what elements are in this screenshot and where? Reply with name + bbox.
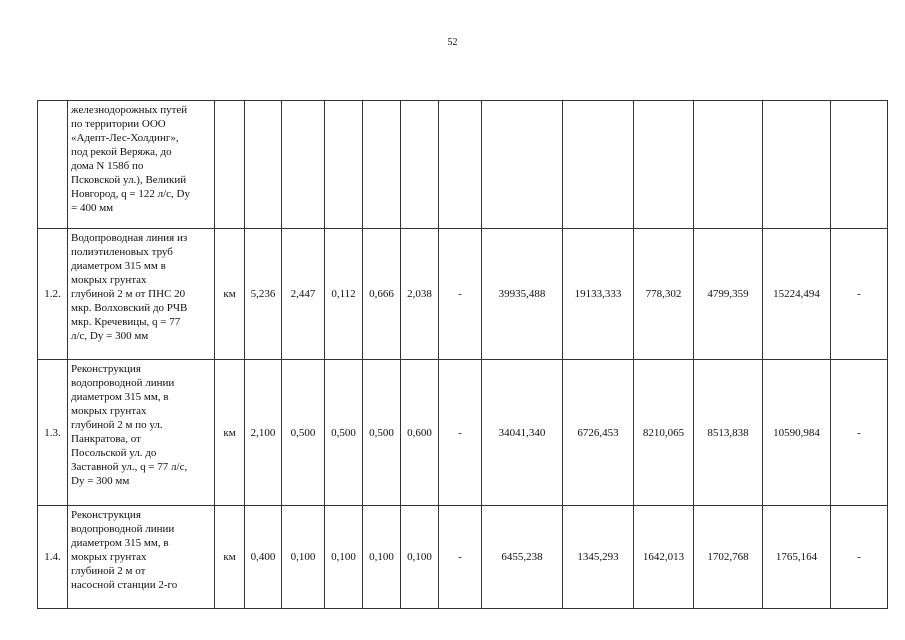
row-number: 1.4. — [38, 506, 68, 609]
value-cell: 8210,065 — [634, 360, 694, 506]
value-cell: 0,100 — [325, 506, 363, 609]
value-cell — [439, 101, 482, 229]
value-cell: 6455,238 — [482, 506, 563, 609]
value-cell: 34041,340 — [482, 360, 563, 506]
value-cell: - — [831, 506, 888, 609]
value-cell: 0,500 — [282, 360, 325, 506]
unit-cell: км — [215, 360, 245, 506]
value-cell: 1765,164 — [763, 506, 831, 609]
value-cell: - — [831, 229, 888, 360]
row-number: 1.3. — [38, 360, 68, 506]
value-cell: - — [831, 360, 888, 506]
value-cell: 39935,488 — [482, 229, 563, 360]
value-cell — [763, 101, 831, 229]
row-description: железнодорожных путей по территории ООО «Адепт-Лес-Холдинг», под рекой Веряжа, до дома N 158б по Псковской ул.), Великий Новгород, q = 122 л/с, Dу = 400 мм — [68, 101, 215, 229]
value-cell — [831, 101, 888, 229]
value-cell: 0,600 — [401, 360, 439, 506]
value-cell: 6726,453 — [563, 360, 634, 506]
table-row — [38, 101, 888, 229]
value-cell: 0,500 — [325, 360, 363, 506]
value-cell: 1702,768 — [694, 506, 763, 609]
row-description: Реконструкция водопроводной линии диаметром 315 мм, в мокрых грунтах глубиной 2 м по ул. Панкратова, от Посольской ул. до Заставной ул., q = 77 л/с, Dу = 300 мм — [68, 360, 215, 506]
value-cell: 15224,494 — [763, 229, 831, 360]
value-cell — [325, 101, 363, 229]
unit-cell: км — [215, 506, 245, 609]
value-cell — [563, 101, 634, 229]
value-cell — [282, 101, 325, 229]
value-cell — [482, 101, 563, 229]
value-cell — [401, 101, 439, 229]
value-cell: 5,236 — [245, 229, 282, 360]
value-cell: 2,038 — [401, 229, 439, 360]
value-cell: - — [439, 229, 482, 360]
page-number: 52 — [447, 37, 458, 48]
value-cell: 4799,359 — [694, 229, 763, 360]
value-cell — [363, 101, 401, 229]
value-cell — [245, 101, 282, 229]
value-cell: - — [439, 506, 482, 609]
row-number: 1.2. — [38, 229, 68, 360]
table-row — [38, 229, 888, 360]
value-cell: 1642,013 — [634, 506, 694, 609]
value-cell: 1345,293 — [563, 506, 634, 609]
row-number — [38, 101, 68, 229]
value-cell: 2,447 — [282, 229, 325, 360]
value-cell: 0,666 — [363, 229, 401, 360]
value-cell: 0,100 — [363, 506, 401, 609]
value-cell: 0,100 — [282, 506, 325, 609]
value-cell — [694, 101, 763, 229]
value-cell: 0,400 — [245, 506, 282, 609]
value-cell: - — [439, 360, 482, 506]
value-cell: 778,302 — [634, 229, 694, 360]
row-description: Реконструкция водопроводной линии диаметром 315 мм, в мокрых грунтах глубиной 2 м от насосной станции 2-го — [68, 506, 215, 609]
table-row — [38, 506, 888, 609]
table-row — [38, 360, 888, 506]
value-cell: 10590,984 — [763, 360, 831, 506]
value-cell: 2,100 — [245, 360, 282, 506]
row-description: Водопроводная линия из полиэтиленовых труб диаметром 315 мм в мокрых грунтах глубиной 2 м от ПНС 20 мкр. Волховский до РЧВ мкр. Кречевицы, q = 77 л/с, Dу = 300 мм — [68, 229, 215, 360]
value-cell: 0,112 — [325, 229, 363, 360]
value-cell: 0,500 — [363, 360, 401, 506]
value-cell: 19133,333 — [563, 229, 634, 360]
investment-table — [37, 100, 888, 609]
unit-cell — [215, 101, 245, 229]
value-cell — [634, 101, 694, 229]
unit-cell: км — [215, 229, 245, 360]
value-cell: 8513,838 — [694, 360, 763, 506]
value-cell: 0,100 — [401, 506, 439, 609]
